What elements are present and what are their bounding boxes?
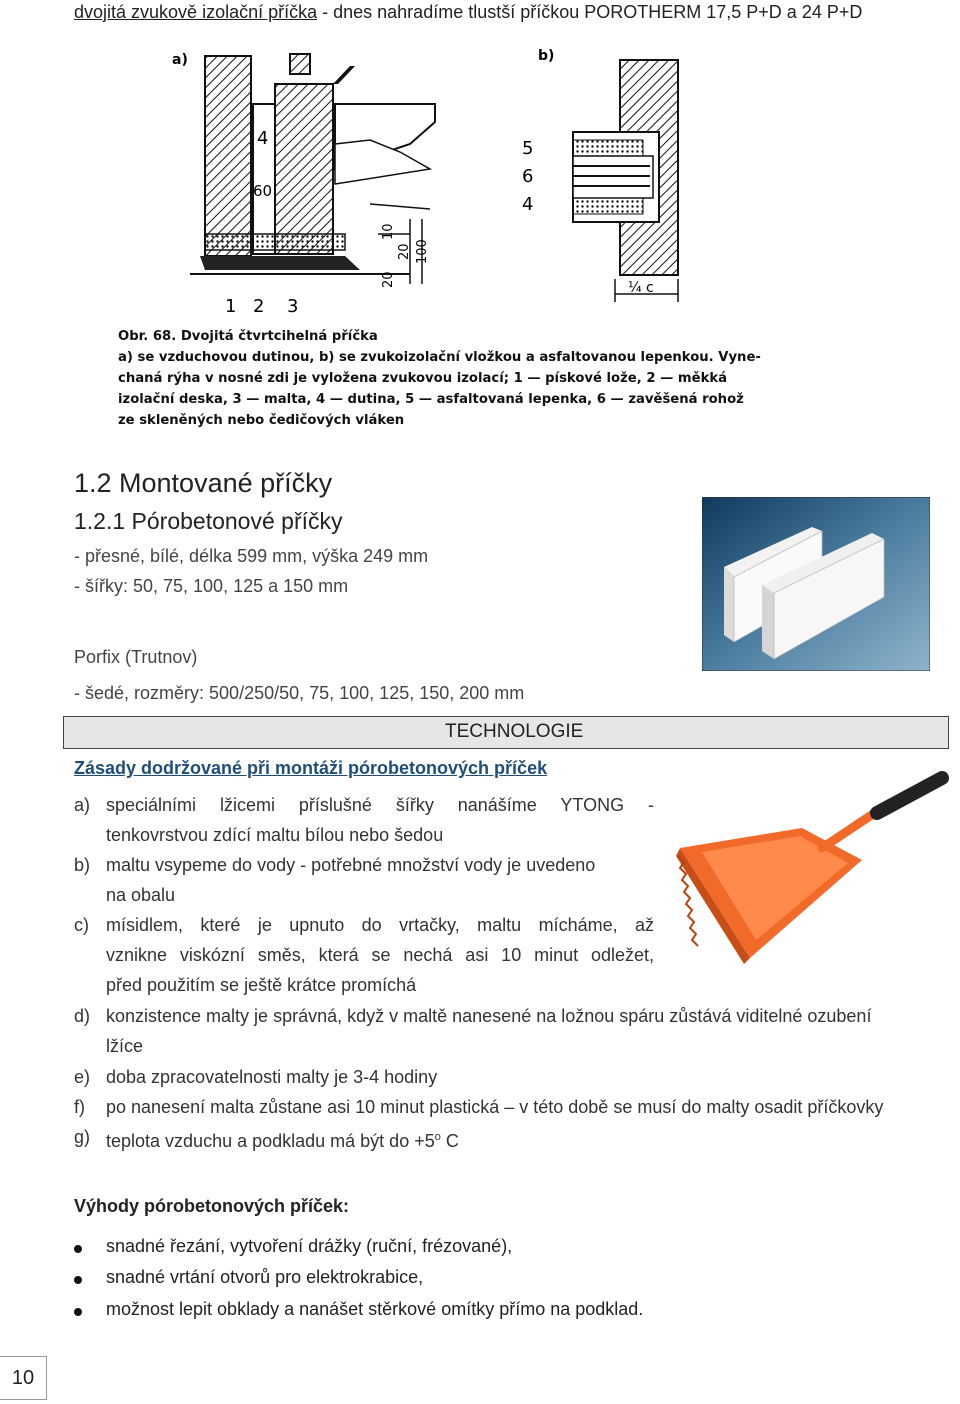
rule-text-line: teplota vzduchu a podkladu má být do +5 <box>106 1131 435 1151</box>
advantage-item <box>74 1299 774 1323</box>
label-a: a) <box>172 52 188 68</box>
bullet-icon <box>74 1276 82 1284</box>
advantage-item <box>74 1267 774 1291</box>
dim-60: 60 <box>253 182 273 200</box>
rule-item-g <box>74 1122 954 1152</box>
rule-letter: e) <box>74 1067 91 1087</box>
section-heading: 1.2 Montované příčky <box>74 468 333 498</box>
rule-text-line: speciálními lžicemi příslušné šířky nanášíme YTONG - <box>106 795 654 815</box>
dim-20b: 20 <box>397 243 412 260</box>
rule-letter: a) <box>74 795 91 815</box>
rule-item-a <box>74 790 654 850</box>
rule-text-line: lžíce <box>106 1036 144 1056</box>
rule-item-e <box>74 1062 954 1092</box>
advantages-title: Výhody pórobetonových příček: <box>74 1196 350 1216</box>
technologie-label: TECHNOLOGIE <box>445 721 584 742</box>
spec-line: - šedé, rozměry: 500/250/50, 75, 100, 125, 150, 200 mm <box>74 683 525 703</box>
label-b: b) <box>538 48 555 64</box>
num-3: 3 <box>287 296 299 317</box>
blocks-photo <box>702 497 930 671</box>
rule-item-b <box>74 850 654 910</box>
technologie-bar <box>63 716 949 749</box>
advantage-text: možnost lepit obklady a nanášet stěrkové omítky přímo na podklad. <box>106 1299 644 1319</box>
num-1: 1 <box>225 296 237 317</box>
rule-text-line: konzistence malty je správná, když v maltě nanesené na ložnou spáru zůstává viditelné ozubení <box>106 1006 872 1026</box>
rule-letter: f) <box>74 1097 85 1117</box>
header-link-text[interactable]: dvojitá zvukově izolační příčka <box>74 2 318 22</box>
rule-text-line: mísidlem, které je upnuto do vrtačky, maltu mícháme, až <box>106 915 654 935</box>
bullet-icon <box>74 1245 82 1253</box>
caption-line: a) se vzduchovou dutinou, b) se zvukoizolační vložkou a asfaltovanou lepenkou. Vyne- <box>118 350 761 365</box>
rule-text-line: na obalu <box>106 885 176 905</box>
caption-line: izolační deska, 3 — malta, 4 — dutina, 5 — asfaltovaná lepenka, 6 — zavěšená rohož <box>118 392 744 407</box>
rule-text-line: po nanesení malta zůstane asi 10 minut plastická – v této době se musí do malty osadit příčkovky <box>106 1097 884 1117</box>
rule-letter: d) <box>74 1006 91 1026</box>
rule-item-d <box>74 1001 954 1061</box>
superscript-o: o <box>434 1131 441 1143</box>
header-rest-text: - dnes nahradíme tlustší příčkou POROTHERM 17,5 P+D a 24 P+D <box>317 2 863 22</box>
rule-text-line: tenkovrstvou zdící maltu bílou nebo šedou <box>106 825 444 845</box>
rule-letter: c) <box>74 915 89 935</box>
trowel-photo <box>672 768 954 964</box>
caption-line: Obr. 68. Dvojitá čtvrtcihelná příčka <box>118 329 378 344</box>
subsection-heading: 1.2.1 Pórobetonové příčky <box>74 508 343 534</box>
rule-text-unit: C <box>440 1131 459 1151</box>
rule-letter: g) <box>74 1127 91 1147</box>
num-2: 2 <box>253 296 265 317</box>
num-5: 5 <box>522 138 534 159</box>
rule-item-c <box>74 910 654 1000</box>
spec-line: - přesné, bílé, délka 599 mm, výška 249 mm <box>74 546 429 566</box>
rule-text-line: doba zpracovatelnosti malty je 3-4 hodiny <box>106 1067 438 1087</box>
num-4: 4 <box>257 128 269 149</box>
bullet-icon <box>74 1308 82 1316</box>
num-6: 6 <box>522 166 534 187</box>
dim-10: 10 <box>381 223 396 240</box>
rule-item-f <box>74 1092 954 1122</box>
header-line <box>74 2 862 23</box>
caption-line: ze skleněných nebo čedičových vláken <box>118 413 405 428</box>
advantage-text: snadné řezání, vytvoření drážky (ruční, frézované), <box>106 1236 513 1256</box>
spec-line: - šířky: 50, 75, 100, 125 a 150 mm <box>74 576 349 596</box>
figure-caption <box>118 326 768 431</box>
rules-title: Zásady dodržované při montáži pórobetonových příček <box>74 758 548 778</box>
num-4b: 4 <box>522 194 534 215</box>
rule-letter: b) <box>74 855 91 875</box>
rule-text-line: před použitím se ještě krátce promíchá <box>106 975 417 995</box>
page-number: 10 <box>0 1356 47 1400</box>
advantage-text: snadné vrtání otvorů pro elektrokrabice, <box>106 1267 424 1287</box>
rule-text-line: maltu vsypeme do vody - potřebné množství vody je uvedeno <box>106 855 596 875</box>
rule-text-line: vznikne viskózní směs, která se nechá asi 10 minut odležet, <box>106 945 654 965</box>
caption-line: chaná rýha v nosné zdi je vyložena zvukovou izolací; 1 — pískové lože, 2 — měkká <box>118 371 728 386</box>
dim-100: 100 <box>415 239 430 264</box>
spec-line: Porfix (Trutnov) <box>74 647 198 667</box>
dim-c: ¼ c <box>628 280 654 296</box>
dim-20: 20 <box>381 271 396 288</box>
advantage-item <box>74 1236 774 1260</box>
